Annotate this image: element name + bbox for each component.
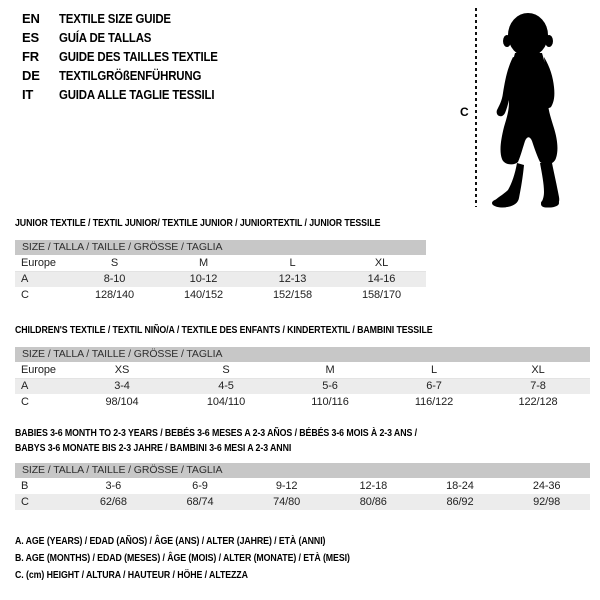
section-heading-line: BABIES 3-6 MONTH TO 2-3 YEARS / BEBÉS 3-6 MESES A 2-3 AÑOS / BÉBÉS 3-6 MOIS À 2-3 ANS / bbox=[15, 428, 417, 439]
language-code: IT bbox=[22, 87, 34, 102]
row-label: B bbox=[21, 480, 29, 492]
table-cell: 18-24 bbox=[446, 480, 474, 492]
table-cell: 104/110 bbox=[206, 396, 246, 408]
section-heading-line: BABYS 3-6 MONATE BIS 2-3 JAHRE / BAMBINI 3-6 MESI A 2-3 ANNI bbox=[15, 443, 292, 454]
language-title: GUÍA DE TALLAS bbox=[59, 30, 152, 45]
language-title: TEXTILGRÖßENFÜHRUNG bbox=[59, 68, 202, 83]
footnotes bbox=[15, 533, 395, 584]
table-cell: 74/80 bbox=[273, 496, 301, 508]
table-cell: 3-4 bbox=[114, 380, 130, 393]
row-label: C bbox=[21, 396, 29, 408]
table-row bbox=[15, 394, 590, 410]
table-cell: 152/158 bbox=[272, 289, 313, 301]
language-code: ES bbox=[22, 30, 39, 45]
size-table bbox=[15, 255, 426, 303]
language-item bbox=[22, 28, 239, 47]
footnote-line: A. AGE (YEARS) / EDAD (AÑOS) / ÂGE (ANS) / ALTER (JAHRE) / ETÀ (ANNI) bbox=[15, 536, 326, 547]
row-label: C bbox=[21, 289, 29, 301]
language-code: EN bbox=[22, 11, 40, 26]
table-cell: 140/152 bbox=[183, 289, 224, 301]
table-cell: XL bbox=[531, 363, 545, 376]
section-heading-line: CHILDREN'S TEXTILE / TEXTIL NIÑO/A / TEXTILE DES ENFANTS / KINDERTEXTIL / BAMBINI TESSILE bbox=[15, 325, 433, 336]
table-cell: 7-8 bbox=[530, 380, 546, 393]
table-cell: 92/98 bbox=[533, 496, 561, 508]
table-row bbox=[15, 378, 590, 394]
table-cell: 9-12 bbox=[275, 480, 298, 492]
size-section-2 bbox=[15, 323, 590, 410]
table-row bbox=[15, 255, 426, 271]
table-cell: 86/92 bbox=[446, 496, 474, 508]
table-cell: 6-9 bbox=[192, 480, 208, 492]
row-label: Europe bbox=[21, 363, 56, 376]
table-cell: 68/74 bbox=[186, 496, 214, 508]
footnote-line: C. (cm) HEIGHT / ALTURA / HAUTEUR / HÖHE / ALTEZZA bbox=[15, 570, 248, 581]
row-label: A bbox=[21, 380, 29, 393]
table-cell: S bbox=[110, 256, 119, 269]
table-cell: 62/68 bbox=[99, 496, 127, 508]
size-section-3 bbox=[15, 426, 590, 510]
table-cell: 4-5 bbox=[218, 380, 234, 393]
height-measure-label: C bbox=[460, 105, 469, 119]
table-cell: 6-7 bbox=[426, 380, 442, 393]
toddler-silhouette-icon bbox=[484, 11, 572, 208]
table-row bbox=[15, 271, 426, 287]
row-label: C bbox=[21, 496, 29, 508]
language-code: FR bbox=[22, 49, 39, 64]
section-heading bbox=[15, 323, 590, 338]
section-heading bbox=[15, 426, 590, 456]
table-cell: M bbox=[198, 256, 209, 269]
height-measure-line-icon bbox=[475, 8, 477, 207]
row-label: A bbox=[21, 273, 29, 286]
language-title: GUIDE DES TAILLES TEXTILE bbox=[59, 49, 218, 64]
table-cell: 98/104 bbox=[105, 396, 139, 408]
size-table bbox=[15, 478, 590, 510]
section-heading bbox=[15, 216, 426, 231]
table-cell: 110/116 bbox=[311, 396, 349, 408]
table-cell: XL bbox=[374, 256, 389, 269]
language-title: TEXTILE SIZE GUIDE bbox=[59, 11, 171, 26]
language-item bbox=[22, 85, 239, 104]
table-cell: 5-6 bbox=[322, 380, 338, 393]
table-cell: 12-13 bbox=[278, 273, 307, 286]
table-cell: 158/170 bbox=[361, 289, 402, 301]
table-cell: 24-36 bbox=[532, 480, 561, 492]
table-cell: 10-12 bbox=[189, 273, 218, 286]
table-cell: 116/122 bbox=[414, 396, 454, 408]
table-cell: 122/128 bbox=[518, 396, 558, 408]
language-title: GUIDA ALLE TAGLIE TESSILI bbox=[59, 87, 215, 102]
section-heading-line: JUNIOR TEXTILE / TEXTIL JUNIOR/ TEXTILE JUNIOR / JUNIORTEXTIL / JUNIOR TESSILE bbox=[15, 218, 381, 229]
table-cell: 128/140 bbox=[94, 289, 135, 301]
table-cell: XS bbox=[114, 363, 130, 376]
language-item bbox=[22, 66, 239, 85]
language-item bbox=[22, 47, 239, 66]
footnote-line: B. AGE (MONTHS) / EDAD (MESES) / ÂGE (MOIS) / ALTER (MONATE) / ETÀ (MESI) bbox=[15, 553, 350, 564]
row-label: Europe bbox=[21, 256, 56, 269]
table-cell: 3-6 bbox=[105, 480, 122, 492]
table-row bbox=[15, 287, 426, 303]
table-cell: 12-18 bbox=[359, 480, 388, 492]
size-bar-label: SIZE / TALLA / TAILLE / GRÖSSE / TAGLIA bbox=[15, 240, 426, 255]
table-row bbox=[15, 494, 590, 510]
table-row bbox=[15, 478, 590, 494]
size-bar-label: SIZE / TALLA / TAILLE / GRÖSSE / TAGLIA bbox=[15, 347, 590, 362]
table-cell: L bbox=[289, 256, 296, 269]
table-cell: M bbox=[325, 363, 335, 376]
language-list bbox=[22, 9, 239, 104]
table-cell: S bbox=[222, 363, 230, 376]
size-table bbox=[15, 362, 590, 410]
table-cell: 8-10 bbox=[103, 273, 126, 286]
figure-area bbox=[452, 4, 598, 212]
size-section-1 bbox=[15, 216, 426, 303]
size-bar-label: SIZE / TALLA / TAILLE / GRÖSSE / TAGLIA bbox=[15, 463, 590, 478]
table-cell: 14-16 bbox=[367, 273, 396, 286]
language-item bbox=[22, 9, 239, 28]
table-row bbox=[15, 362, 590, 378]
language-code: DE bbox=[22, 68, 40, 83]
table-cell: 80/86 bbox=[359, 496, 387, 508]
table-cell: L bbox=[430, 363, 438, 376]
